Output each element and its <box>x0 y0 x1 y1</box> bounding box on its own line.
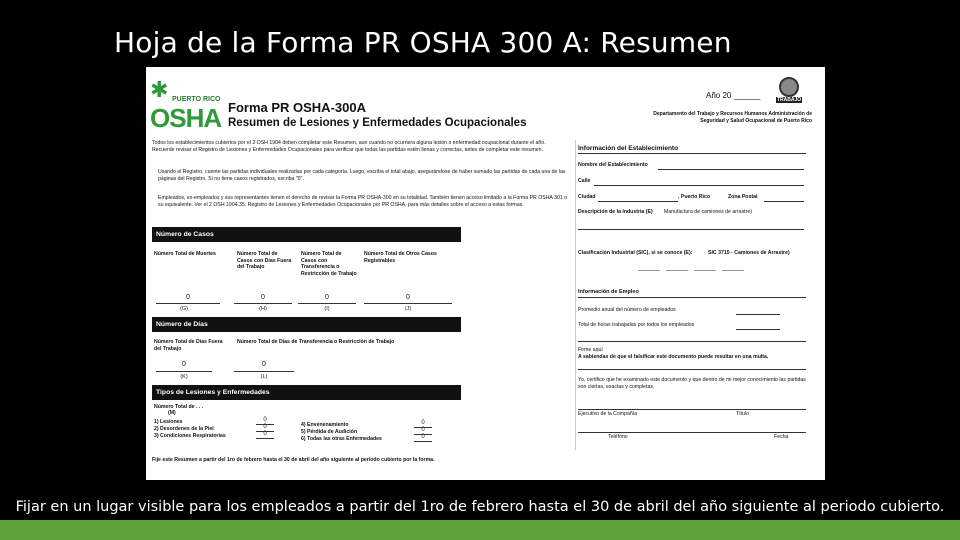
city-label: Ciudad <box>578 194 596 200</box>
illness-type-value: 0 <box>421 427 425 433</box>
certification-text: Yo, certifico que he examinado este documento y que dentro de mi mejor conocimiento las partidas son ciertas, exactas y completas. <box>578 377 806 390</box>
case-column-code: (I) <box>324 306 330 312</box>
slide-caption: Fijar en un lugar visible para los empleados a partir del 1ro de febrero hasta el 30 de abril del año siguiente al periodo cubierto. <box>15 499 945 515</box>
osha-logo-star-icon: ✱ <box>150 77 169 102</box>
department-seal-icon <box>779 77 799 97</box>
seal-label: TRABAJO <box>777 97 802 103</box>
title-label: Título <box>736 411 749 417</box>
case-column-code: (J) <box>404 306 412 312</box>
injury-type-label: 2) Desordenes de la Piel <box>154 426 214 432</box>
footer-note: Fije este Resumen a partir del 1ro de febrero hasta el 30 de abril del año siguiente al período cubierto por la forma. <box>152 457 435 463</box>
case-column-label: Número Total de Casos con Transferencia o Restricción de Trabajo <box>301 251 357 277</box>
year-field: Año 20 ______ <box>706 91 761 100</box>
state-value: , Puerto Rico <box>678 194 710 200</box>
case-column-code: (G) <box>180 306 188 312</box>
sic-label: Clasificación Industrial (SIC), si se conoce (E): <box>578 250 693 256</box>
form-subtitle: Resumen de Lesiones y Enfermedades Ocupacionales <box>228 117 527 129</box>
street-label: Calle <box>578 178 591 184</box>
slide-title: Hoja de la Forma PR OSHA 300 A: Resumen <box>114 26 732 59</box>
intro-paragraph: Usando el Registro, cuente las partidas individuales realizadas por cada categoría. Luego, escriba el total abajo, asegurándose de haber sumado las partidas de cada una de las páginas del Registro. Si no tiene casos registrados, escriba "0". <box>158 169 566 182</box>
injury-type-value: 0 <box>263 424 267 430</box>
illness-type-value: 0 <box>421 420 425 426</box>
case-column-code: (H) <box>259 306 267 312</box>
days-column-label: Número Total de Días de Transferencia o Restricción de Trabajo <box>237 339 395 345</box>
cases-section-header: Número de Casos <box>152 227 461 242</box>
days-column-code: (K) <box>180 374 188 380</box>
types-section-header: Tipos de Lesiones y Enfermedades <box>152 385 461 400</box>
case-column-label: Número Total de Muertes <box>154 251 216 257</box>
days-total-value: 0 <box>262 361 266 368</box>
types-total-code: (M) <box>168 410 176 416</box>
logo-region-label: PUERTO RICO <box>172 96 221 103</box>
days-total-value: 0 <box>182 361 186 368</box>
days-column-label: Número Total de Días Fuera del Trabajo <box>154 339 223 352</box>
case-total-value: 0 <box>261 294 265 301</box>
footer-accent-bar <box>0 520 960 540</box>
executive-label: Ejecutivo de la Compañía <box>578 411 638 417</box>
injury-type-value: 0 <box>263 431 267 437</box>
sic-value: SIC 3715 - Camiones de Arrastre) <box>708 250 790 256</box>
intro-paragraph: Empleados, ex-empleados y sus representantes tienen el derecho de revisar la Forma PR OSHA-300 en su totalidad. También tienen acceso limitado a la Forma PR OSHA 301 o su equivalente. Ver el 2 OSH 1904.35, Registro de Lesiones y Enfermedades Ocupacionales por PR OSHA, para más detalles sobre el acceso a estas formas. <box>158 195 568 208</box>
injury-type-label: 1) Lesiones <box>154 419 183 425</box>
injury-type-label: 3) Condiciones Respiratorias <box>154 433 226 439</box>
sign-here-label: Firme aquí <box>578 347 603 353</box>
establishment-section-header: Información del Establecimiento <box>578 145 679 152</box>
injury-type-value: 0 <box>263 417 267 423</box>
days-section-header: Número de Días <box>152 317 461 332</box>
case-total-value: 0 <box>325 294 329 301</box>
case-column-label: Número Total de Otros Casos Registrables <box>364 251 437 264</box>
illness-type-label: 5) Pérdida de Audición <box>301 429 358 435</box>
industry-label: Descripción de la Industria (E) <box>578 209 653 215</box>
intro-paragraph: Todos los establecimientos cubiertos por el 2 OSH 1904 deben completar este Resumen, aun cuando no ocurriera alguna lesión o enfermedad ocupacional durante el año. Recuerde revisar el Registro de Lesiones y Enfermedades Ocupacionales para verificar que todas las partidas estén llenas y correctas, antes de completar este resumen. <box>152 140 546 153</box>
employment-section-header: Información de Empleo <box>578 289 639 295</box>
case-total-value: 0 <box>406 294 410 301</box>
phone-label: Teléfono <box>608 434 628 440</box>
total-hours-label: Total de horas trabajadas por todos los empleados <box>578 322 695 328</box>
case-column-label: Número Total de Casos con Días Fuera del Trabajo <box>237 251 292 271</box>
illness-type-value: 0 <box>421 434 425 440</box>
case-total-value: 0 <box>186 294 190 301</box>
date-label: Fecha <box>774 434 789 440</box>
avg-employees-label: Promedio anual del número de empleados <box>578 307 676 313</box>
department-name: Departamento del Trabajo y Recursos Humanos Administración de Seguridad y Salud Ocupacional de Puerto Rico <box>653 111 812 124</box>
form-code: Forma PR OSHA-300A <box>228 100 366 115</box>
establishment-name-label: Nombre del Establecimiento <box>578 162 648 168</box>
zip-label: Zona Postal <box>728 194 758 200</box>
osha-300a-form-image <box>146 67 825 480</box>
days-column-code: (L) <box>260 374 268 380</box>
industry-value: Manufactura de camiones de arrastre) <box>664 209 752 215</box>
illness-type-label: 4) Envenenamiento <box>301 422 349 428</box>
illness-type-label: 6) Todas las otras Enfermedades <box>301 436 382 442</box>
osha-logo: OSHA <box>150 103 222 133</box>
types-total-label: Número Total de . . . <box>154 404 204 410</box>
falsification-warning: A sabiendas de que el falsificar este documento puede resultar en una multa. <box>578 354 769 360</box>
